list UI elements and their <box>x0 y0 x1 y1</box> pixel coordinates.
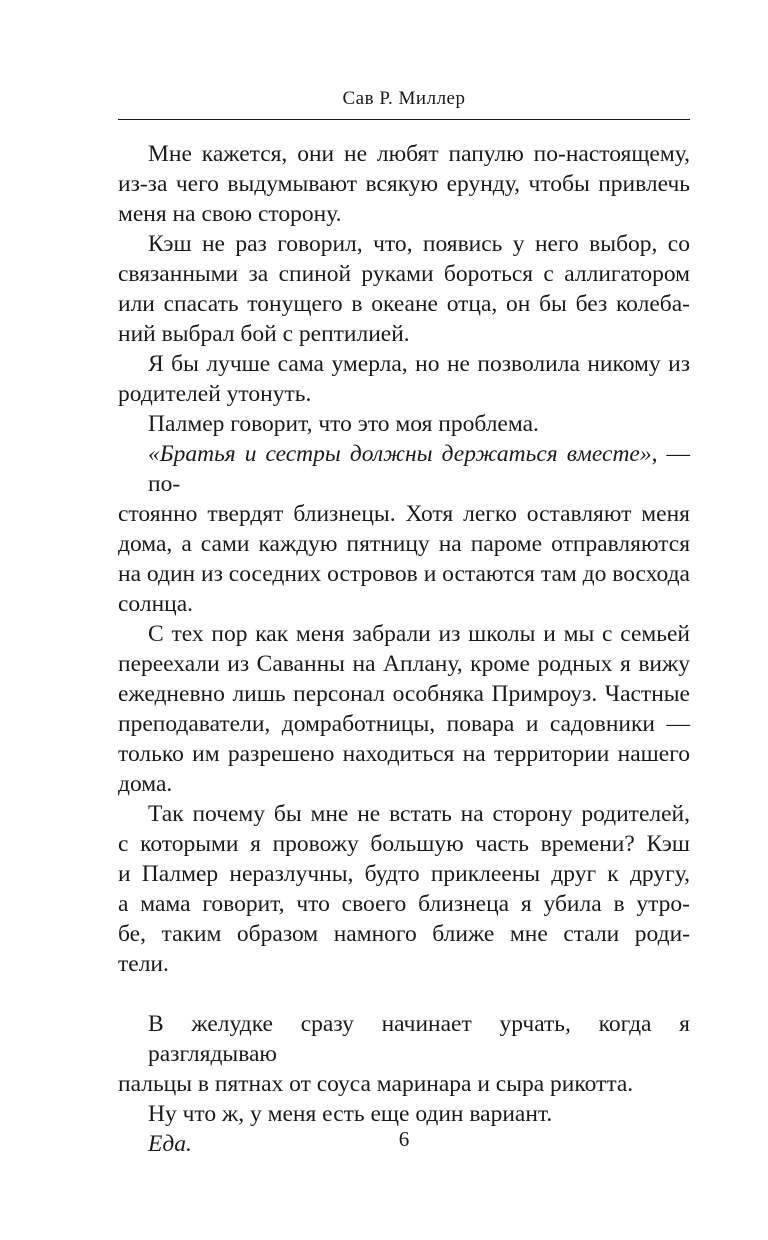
text-line: Так почему бы мне не встать на сторону родителей, <box>148 801 690 827</box>
text-line: родителей утонуть. <box>118 381 312 407</box>
text-line: на один из соседних островов и остаются там до восхода <box>118 561 690 587</box>
paragraph <box>118 1099 690 1129</box>
paragraph <box>118 349 690 409</box>
text-line: ний выбрал бой с рептилией. <box>118 321 410 347</box>
text-line: из-за чего выдумывают всякую ерунду, чтобы привлечь <box>118 171 690 197</box>
text-line: пальцы в пятнах от соуса маринара и сыра рикотта. <box>118 1071 634 1097</box>
section-break <box>118 979 690 1009</box>
text-line: солнца. <box>118 591 194 617</box>
quoted-phrase: «Братья и сестры должны держаться вместе» <box>148 441 652 467</box>
text-line <box>118 439 690 499</box>
paragraph <box>118 619 690 799</box>
text-line: дома. <box>118 771 173 797</box>
text-line: преподаватели, домработницы, повара и садовники — <box>118 711 690 737</box>
text-line: В желудке сразу начинает урчать, когда я разглядываю <box>148 1011 690 1067</box>
paragraph <box>118 1009 690 1099</box>
paragraph <box>118 229 690 349</box>
text-line: дома, а сами каждую пятницу на пароме отправляются <box>118 531 690 557</box>
text-line: Ну что ж, у меня есть еще один вариант. <box>148 1101 553 1127</box>
text-line: и Палмер неразлучны, будто приклеены друг к другу, <box>118 861 690 887</box>
text-line: бе, таким образом намного ближе мне стали роди- <box>118 921 690 947</box>
text-line: а мама говорит, что своего близнеца я убила в утро- <box>118 891 690 917</box>
text-line: С тех пор как меня забрали из школы и мы с семьей <box>148 621 690 647</box>
paragraph <box>118 439 690 619</box>
paragraph <box>118 139 690 229</box>
paragraph <box>118 409 690 439</box>
paragraph <box>118 799 690 979</box>
text-line: тели. <box>118 951 169 977</box>
header-rule <box>118 119 690 120</box>
text-line: связанными за спиной руками бороться с аллигатором <box>118 261 690 287</box>
text-line: Мне кажется, они не любят папулю по-настоящему, <box>148 141 690 167</box>
page-number: 6 <box>398 1127 410 1151</box>
text-line: с которыми я провожу большую часть времени? Кэш <box>118 831 690 857</box>
quote-tail: , — по- <box>148 441 691 497</box>
running-head-author: Сав Р. Миллер <box>342 88 466 109</box>
text-line: или спасать тонущего в океане отца, он бы без колеба- <box>118 291 690 317</box>
text-line: переехали из Саванны на Аплану, кроме родных я вижу <box>118 651 690 677</box>
text-line: только им разрешено находиться на территории нашего <box>118 741 690 767</box>
text-line: Кэш не раз говорил, что, появись у него выбор, со <box>148 231 690 257</box>
text-line: Я бы лучше сама умерла, но не позволила никому из <box>148 351 690 377</box>
text-line: Палмер говорит, что это моя проблема. <box>148 411 539 437</box>
text-line: ежедневно лишь персонал особняка Примроуз. Частные <box>118 681 690 707</box>
text-line: меня на свою сторону. <box>118 201 342 227</box>
body-text <box>118 139 690 1159</box>
text-line: Еда. <box>148 1131 192 1157</box>
text-line: стоянно твердят близнецы. Хотя легко оставляют меня <box>118 501 690 527</box>
